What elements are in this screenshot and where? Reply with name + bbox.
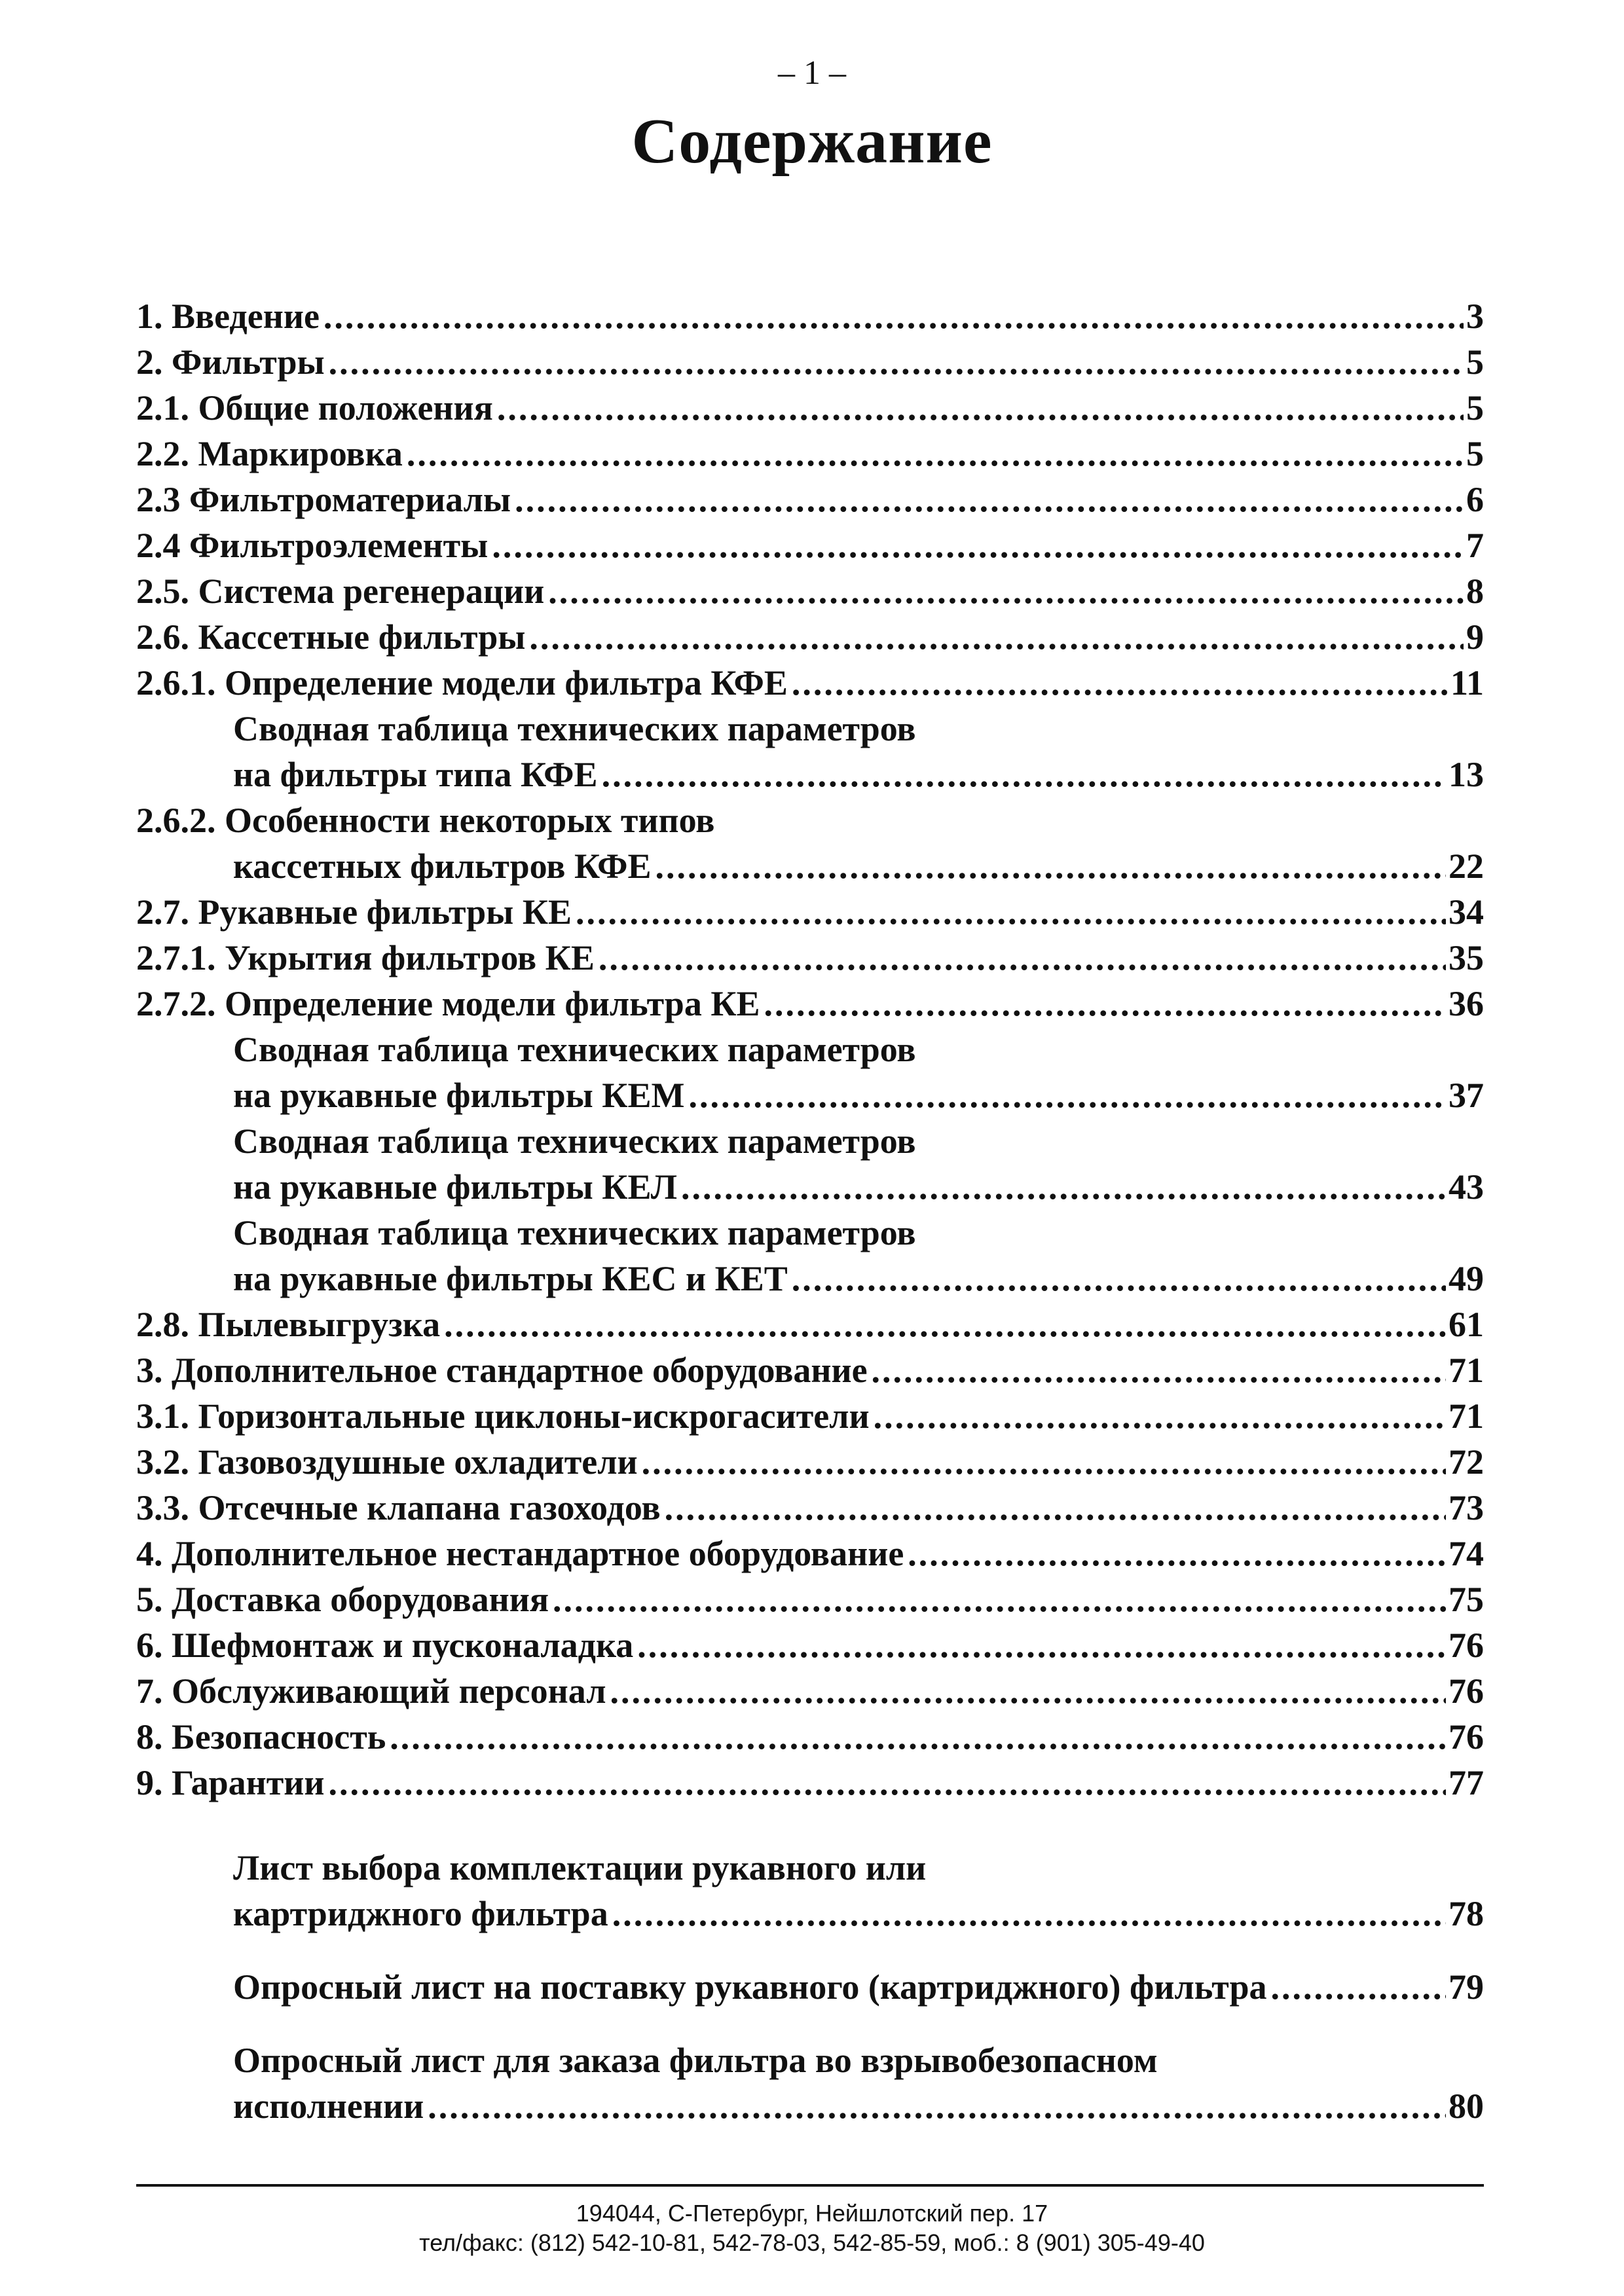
toc-entry-title: 1. Введение (136, 297, 320, 336)
dot-leader (323, 293, 1464, 339)
toc-entry-title: 2.7.1. Укрытия фильтров КЕ (136, 938, 595, 977)
dot-leader (548, 568, 1464, 614)
toc-entry-kes-table[interactable] (233, 1256, 1484, 1302)
appendix-selection-sheet-line1: Лист выбора комплектации рукавного или (233, 1848, 927, 1887)
dot-leader (329, 339, 1464, 385)
toc-entry-safety[interactable] (136, 1714, 1484, 1760)
toc-entry-dust-unloading[interactable] (136, 1302, 1484, 1347)
toc-entry-page: 6 (1466, 480, 1484, 519)
toc-entry-title: 3.1. Горизонтальные циклоны-искрогасители (136, 1396, 870, 1436)
toc-entry-title: 2. Фильтры (136, 342, 325, 382)
toc-entry-title: 2.1. Общие положения (136, 388, 493, 428)
toc-entry-kfe-features-line1: 2.6.2. Особенности некоторых типов (136, 801, 715, 840)
footer-divider (136, 2184, 1484, 2187)
page-title: Содержание (631, 106, 993, 177)
toc-entry-page: 77 (1449, 1763, 1484, 1802)
toc-entry-page: 76 (1449, 1717, 1484, 1757)
toc-entry-page: 72 (1449, 1442, 1484, 1482)
appendix-explosion-proof[interactable] (233, 2083, 1484, 2129)
toc-entry-filter-materials[interactable] (136, 477, 1484, 522)
dot-leader (688, 1072, 1446, 1118)
appendix-selection-sheet[interactable] (233, 1891, 1484, 1937)
toc-entry-title: 2.4 Фильтроэлементы (136, 526, 489, 565)
toc-entry-ke-model[interactable] (136, 981, 1484, 1027)
toc-entry-kfe-features[interactable] (233, 843, 1484, 889)
toc-entry-page: 35 (1449, 938, 1484, 977)
toc-entry-title: 3. Дополнительное стандартное оборудование (136, 1351, 868, 1390)
dot-leader (610, 1668, 1446, 1714)
toc-entry-personnel[interactable] (136, 1668, 1484, 1714)
dot-leader (599, 935, 1446, 981)
toc-entry-kel-table[interactable] (233, 1164, 1484, 1210)
toc-entry-title: 5. Доставка оборудования (136, 1580, 549, 1619)
toc-entry-kem-table-line1: Сводная таблица технических параметров (233, 1030, 916, 1069)
toc-entry-kfe-model[interactable] (136, 660, 1484, 706)
toc-entry-filter-elements[interactable] (136, 522, 1484, 568)
toc-entry-page: 78 (1449, 1894, 1484, 1933)
toc-entry-standard-equipment[interactable] (136, 1347, 1484, 1393)
toc-entry-title: 6. Шефмонтаж и пусконаладка (136, 1626, 634, 1665)
dot-leader (792, 660, 1448, 706)
toc-entry-valves[interactable] (136, 1485, 1484, 1531)
toc-entry-title: 2.5. Система регенерации (136, 572, 545, 611)
dot-leader (492, 522, 1464, 568)
toc-entry-title: 2.8. Пылевыгрузка (136, 1305, 441, 1344)
toc-entry-title: на фильтры типа КФЕ (233, 755, 598, 794)
toc-entry-general[interactable] (136, 385, 1484, 431)
toc-entry-page: 61 (1449, 1305, 1484, 1344)
dot-leader (497, 385, 1464, 431)
dot-leader (764, 981, 1446, 1027)
toc-entry-cassette-filters[interactable] (136, 614, 1484, 660)
toc-entry-page: 11 (1450, 663, 1484, 702)
dot-leader (655, 843, 1446, 889)
dot-leader (553, 1576, 1446, 1622)
toc-entry-page: 43 (1449, 1167, 1484, 1207)
toc-entry-title: 2.7. Рукавные фильтры КЕ (136, 892, 572, 932)
dot-leader (576, 889, 1446, 935)
toc-entry-page: 36 (1449, 984, 1484, 1023)
toc-entry-introduction[interactable] (136, 293, 1484, 339)
dot-leader (1271, 1964, 1446, 2010)
dot-leader (444, 1302, 1446, 1347)
toc-entry-title: 2.6. Кассетные фильтры (136, 617, 526, 657)
toc-entry-page: 74 (1449, 1534, 1484, 1573)
toc-entry-page: 80 (1449, 2086, 1484, 2126)
toc-entry-page: 71 (1449, 1351, 1484, 1390)
dot-leader (792, 1256, 1446, 1302)
toc-entry-title: исполнении (233, 2086, 424, 2126)
toc-entry-page: 76 (1449, 1671, 1484, 1711)
dot-leader (329, 1760, 1446, 1806)
toc-entry-page: 7 (1466, 526, 1484, 565)
toc-entry-page: 5 (1466, 434, 1484, 473)
toc-entry-page: 49 (1449, 1259, 1484, 1298)
toc-entry-title: 2.3 Фильтроматериалы (136, 480, 511, 519)
toc-entry-page: 79 (1449, 1967, 1484, 2007)
dot-leader (390, 1714, 1446, 1760)
toc-entry-title: Опросный лист на поставку рукавного (картриджного) фильтра (233, 1967, 1267, 2007)
toc-entry-page: 22 (1449, 847, 1484, 886)
dot-leader (515, 477, 1464, 522)
toc-entry-title: 2.6.1. Определение модели фильтра КФЕ (136, 663, 788, 702)
appendix-questionnaire[interactable] (233, 1964, 1484, 2010)
toc-entry-page: 71 (1449, 1396, 1484, 1436)
dot-leader (665, 1485, 1446, 1531)
toc-entry-title: 4. Дополнительное нестандартное оборудование (136, 1534, 904, 1573)
toc-entry-title: 2.7.2. Определение модели фильтра КЕ (136, 984, 760, 1023)
dot-leader (874, 1393, 1446, 1439)
toc-entry-page: 3 (1466, 297, 1484, 336)
dot-leader (908, 1531, 1446, 1576)
toc-entry-page: 37 (1449, 1076, 1484, 1115)
toc-entry-title: 3.2. Газовоздушные охладители (136, 1442, 638, 1482)
toc-entry-page: 75 (1449, 1580, 1484, 1619)
toc-entry-page: 76 (1449, 1626, 1484, 1665)
dot-leader (602, 752, 1446, 797)
dot-leader (642, 1439, 1446, 1485)
dot-leader (428, 2083, 1446, 2129)
toc-entry-kem-table[interactable] (233, 1072, 1484, 1118)
toc-entry-title: 2.2. Маркировка (136, 434, 403, 473)
toc-entry-kfe-table[interactable] (233, 752, 1484, 797)
toc-entry-coolers[interactable] (136, 1439, 1484, 1485)
toc-entry-title: кассетных фильтров КФЕ (233, 847, 652, 886)
toc-entry-title: на рукавные фильтры КЕЛ (233, 1167, 677, 1207)
toc-entry-title: 8. Безопасность (136, 1717, 386, 1757)
toc-entry-kes-table-line1: Сводная таблица технических параметров (233, 1213, 916, 1252)
dot-leader (529, 614, 1464, 660)
toc-entry-cyclones[interactable] (136, 1393, 1484, 1439)
toc-entry-page: 34 (1449, 892, 1484, 932)
toc-entry-kfe-table-line1: Сводная таблица технических параметров (233, 709, 916, 748)
toc-entry-ke-covers[interactable] (136, 935, 1484, 981)
toc-entry-bag-filters[interactable] (136, 889, 1484, 935)
toc-entry-kel-table-line1: Сводная таблица технических параметров (233, 1121, 916, 1161)
toc-entry-page: 5 (1466, 388, 1484, 428)
toc-entry-regeneration[interactable] (136, 568, 1484, 614)
toc-entry-page: 9 (1466, 617, 1484, 657)
toc-entry-title: 7. Обслуживающий персонал (136, 1671, 606, 1711)
footer-address: 194044, С-Петербург, Нейшлотский пер. 17 (576, 2200, 1048, 2227)
toc-entry-title: 9. Гарантии (136, 1763, 325, 1802)
toc-entry-installation[interactable] (136, 1622, 1484, 1668)
dot-leader (872, 1347, 1446, 1393)
dot-leader (637, 1622, 1446, 1668)
toc-entry-title: на рукавные фильтры КЕМ (233, 1076, 685, 1115)
toc-entry-title: на рукавные фильтры КЕС и КЕТ (233, 1259, 788, 1298)
toc-entry-page: 13 (1449, 755, 1484, 794)
toc-entry-title: 3.3. Отсечные клапана газоходов (136, 1488, 661, 1527)
toc-entry-page: 8 (1466, 572, 1484, 611)
toc-entry-warranty[interactable] (136, 1760, 1484, 1806)
toc-entry-page: 5 (1466, 342, 1484, 382)
toc-entry-nonstandard-equipment[interactable] (136, 1531, 1484, 1576)
toc-entry-title: картриджного фильтра (233, 1894, 608, 1933)
toc-entry-filters[interactable] (136, 339, 1484, 385)
dot-leader (612, 1891, 1446, 1937)
footer-phones: тел/факс: (812) 542-10-81, 542-78-03, 542-85-59, моб.: 8 (901) 305-49-40 (419, 2229, 1205, 2256)
dot-leader (681, 1164, 1446, 1210)
toc-entry-page: 73 (1449, 1488, 1484, 1527)
dot-leader (407, 431, 1464, 477)
toc-entry-delivery[interactable] (136, 1576, 1484, 1622)
appendix-explosion-proof-line1: Опросный лист для заказа фильтра во взрывобезопасном (233, 2041, 1158, 2080)
page-number: – 1 – (778, 54, 846, 92)
toc-entry-marking[interactable] (136, 431, 1484, 477)
